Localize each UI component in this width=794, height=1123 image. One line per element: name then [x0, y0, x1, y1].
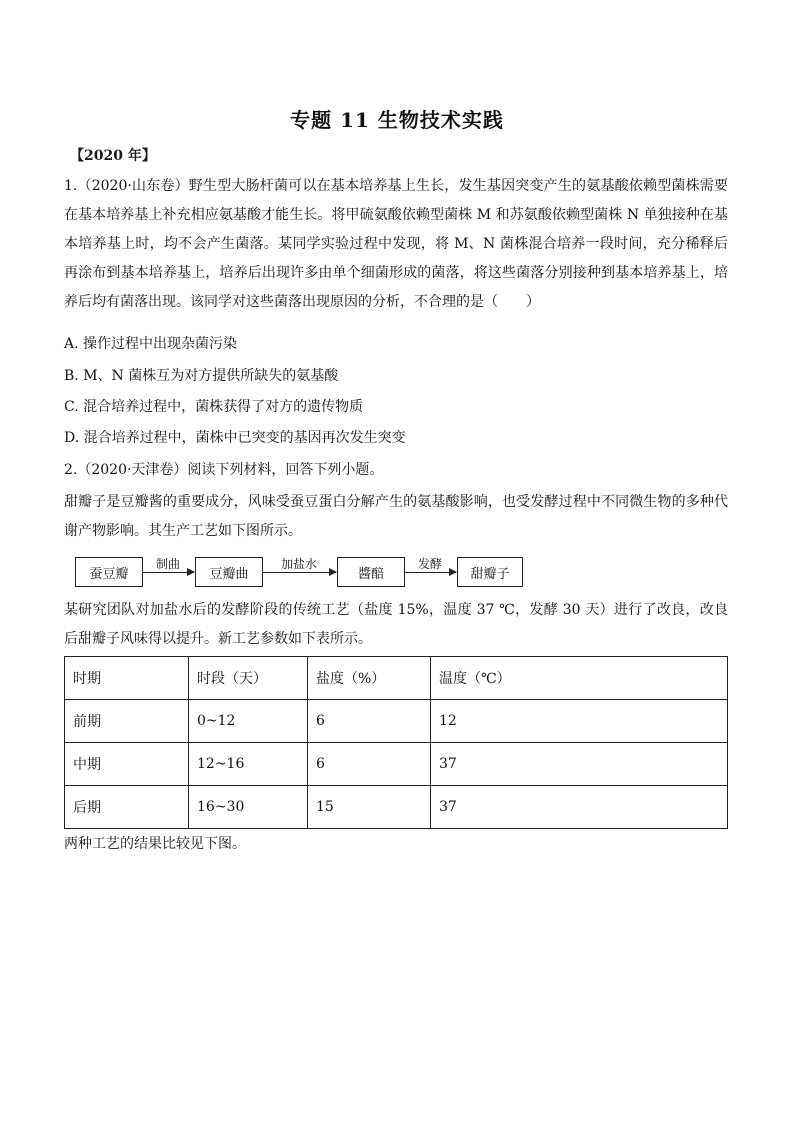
table-header-row [65, 657, 728, 700]
table-cell: 37 [431, 743, 728, 786]
table-header-cell: 盐度（%） [308, 657, 431, 700]
question-1-stem: 1.（2020·山东卷）野生型大肠杆菌可以在基本培养基上生长，发生基因突变产生的氨基酸依赖型菌株需要在基本培养基上补充相应氨基酸才能生长。将甲硫氨酸依赖型菌株 M 和苏氨酸依赖型菌株 N 单独接种在基本培养基上时，均不会产生菌落。某同学实验过程中发现，将 M、N 菌株混合培养一段时间，充分稀释后再涂布到基本培养基上，培养后出现许多由单个细菌形成的菌落，将这些菌落分别接种到基本培养基上，培养后均有菌落出现。该同学对这些菌落出现原因的分析，不合理的是（ ） [64, 178, 728, 310]
question-2-stem: 2.（2020·天津卷）阅读下列材料，回答下列小题。 [64, 462, 384, 478]
table-cell: 12~16 [189, 743, 308, 786]
question-2-after-table: 两种工艺的结果比较见下图。 [64, 836, 246, 852]
table-row [65, 743, 728, 786]
question-1-option-d: D. 混合培养过程中，菌株中已突变的基因再次发生突变 [64, 430, 406, 446]
question-1-option-a: A. 操作过程中出现杂菌污染 [64, 336, 238, 352]
question-1-option-b: B. M、N 菌株互为对方提供所缺失的氨基酸 [64, 368, 339, 384]
table-cell: 0~12 [189, 700, 308, 743]
question-2-paragraph-1: 甜瓣子是豆瓣酱的重要成分，风味受蚕豆蛋白分解产生的氨基酸影响，也受发酵过程中不同微生物的多种代谢产物影响。其生产工艺如下图所示。 [64, 494, 728, 539]
flow-box-1: 蚕豆瓣 [75, 557, 143, 587]
table-cell: 前期 [65, 700, 189, 743]
table-cell: 16~30 [189, 786, 308, 829]
table-row [65, 700, 728, 743]
parameter-table [64, 656, 728, 829]
table-cell: 15 [308, 786, 431, 829]
flow-arrow-1 [142, 572, 194, 573]
table-header-cell: 时段（天） [189, 657, 308, 700]
table-cell: 12 [431, 700, 728, 743]
table-cell: 后期 [65, 786, 189, 829]
flow-arrow-2-label: 加盐水 [280, 557, 317, 571]
process-flow-diagram [75, 557, 525, 589]
year-tag: 【2020 年】 [70, 148, 156, 164]
flow-arrow-1-label: 制曲 [155, 557, 180, 571]
table-header-cell: 温度（℃） [431, 657, 728, 700]
table-cell: 6 [308, 743, 431, 786]
flow-box-3: 醬醅 [337, 557, 405, 587]
page-title: 专题 11 生物技术实践 [290, 108, 504, 132]
table-cell: 中期 [65, 743, 189, 786]
table-cell: 37 [431, 786, 728, 829]
table-header-cell: 时期 [65, 657, 189, 700]
table-row [65, 786, 728, 829]
flow-box-2: 豆瓣曲 [195, 557, 263, 587]
table-cell: 6 [308, 700, 431, 743]
question-1-option-c: C. 混合培养过程中，菌株获得了对方的遗传物质 [64, 399, 364, 415]
flow-arrow-3 [404, 572, 456, 573]
flow-arrow-3-label: 发酵 [417, 557, 442, 571]
question-2-paragraph-2: 某研究团队对加盐水后的发酵阶段的传统工艺（盐度 15%，温度 37 ℃，发酵 30 天）进行了改良，改良后甜瓣子风味得以提升。新工艺参数如下表所示。 [64, 602, 728, 647]
flow-box-4: 甜瓣子 [457, 557, 523, 587]
flow-arrow-2 [262, 572, 336, 573]
